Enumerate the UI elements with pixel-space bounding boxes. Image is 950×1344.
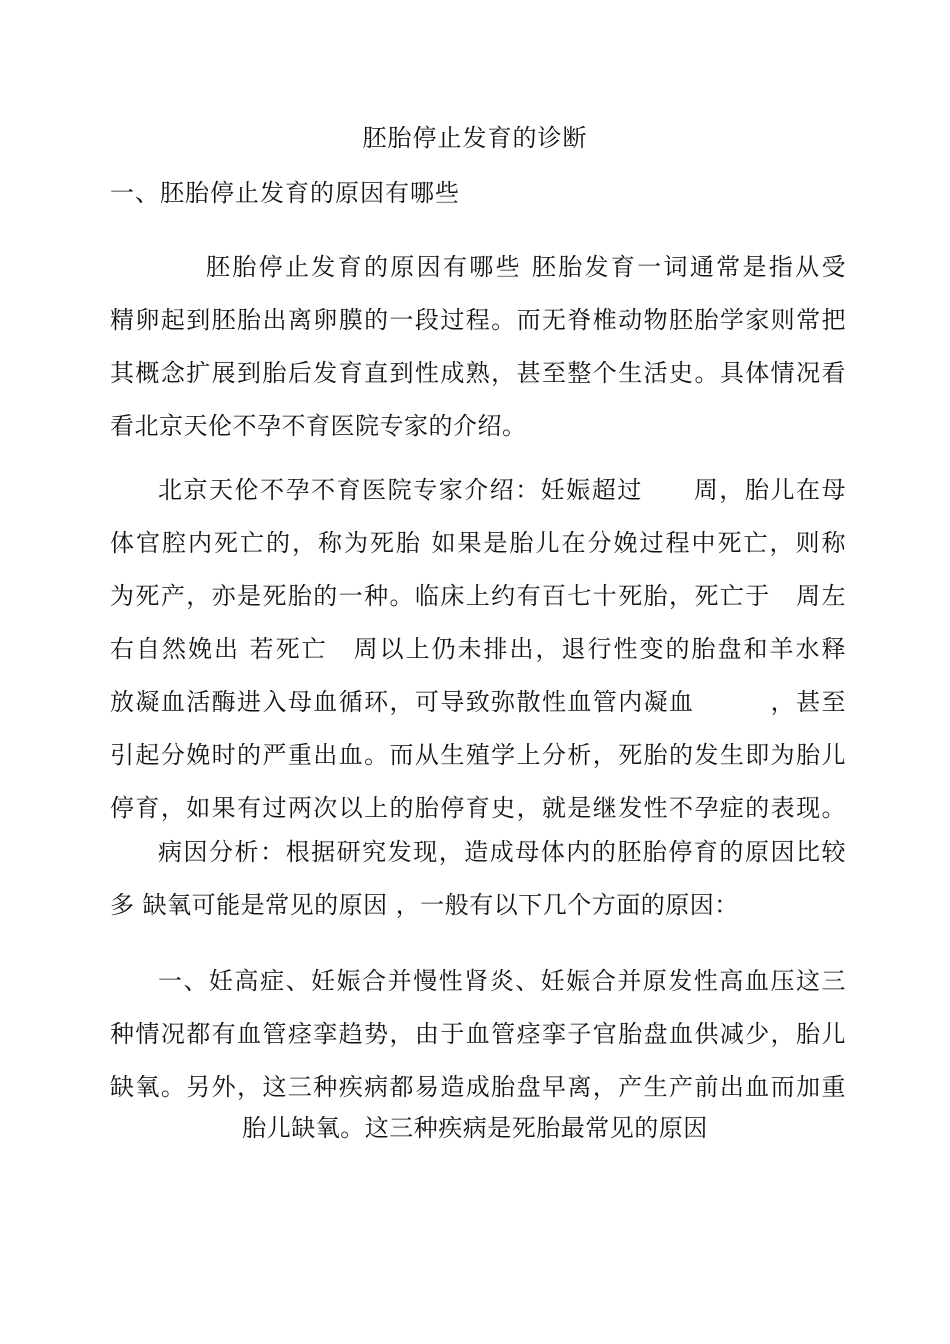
paragraph-line: 多 缺氧可能是常见的原因 ，一般有以下几个方面的原因： — [110, 891, 739, 919]
paragraph-line: 胚胎停止发育的原因有哪些 胚胎发育一词通常是指从受 — [206, 253, 846, 281]
paragraph-line: 一、妊高症、妊娠合并慢性肾炎、妊娠合并原发性高血压这三 — [158, 967, 846, 995]
section-heading: 一、胚胎停止发育的原因有哪些 — [110, 179, 460, 207]
paragraph-line: 精卵起到胚胎出离卵膜的一段过程。而无脊椎动物胚胎学家则常把 — [110, 306, 846, 334]
paragraph-line: 放凝血活酶进入母血循环，可导致弥散性血管内凝血 ，甚至 — [110, 688, 846, 716]
paragraph-line: 其概念扩展到胎后发育直到性成熟，甚至整个生活史。具体情况看 — [110, 359, 846, 387]
paragraph-intro — [110, 241, 846, 453]
document-title: 胚胎停止发育的诊断 — [362, 124, 588, 152]
paragraph-line: 为死产，亦是死胎的一种。临床上约有百七十死胎，死亡于 周左 — [110, 582, 846, 610]
paragraph-line: 停育，如果有过两次以上的胎停育史，就是继发性不孕症的表现。 — [110, 794, 846, 822]
paragraph-line-centered: 胎儿缺氧。这三种疾病是死胎最常见的原因 — [242, 1114, 708, 1142]
paragraph-line: 看北京天伦不孕不育医院专家的介绍。 — [110, 412, 527, 440]
paragraph-line: 北京天伦不孕不育医院专家介绍：妊娠超过 周，胎儿在母 — [158, 476, 846, 504]
paragraph-line: 种情况都有血管痉挛趋势，由于血管痉挛子官胎盘血供减少，胎儿 — [110, 1020, 846, 1048]
paragraph-line: 体官腔内死亡的，称为死胎 如果是胎儿在分娩过程中死亡，则称 — [110, 529, 846, 557]
paragraph-line: 引起分娩时的严重出血。而从生殖学上分析，死胎的发生即为胎儿 — [110, 741, 846, 769]
paragraph-expert — [110, 464, 846, 835]
paragraph-line: 缺氧。另外，这三种疾病都易造成胎盘早离，产生产前出血而加重 — [110, 1073, 846, 1101]
paragraph-line: 右自然娩出 若死亡 周以上仍未排出，退行性变的胎盘和羊水释 — [110, 635, 846, 663]
paragraph-cause-one — [110, 955, 846, 1114]
paragraph-line: 病因分析：根据研究发现，造成母体内的胚胎停育的原因比较 — [158, 838, 846, 866]
paragraph-cause-analysis — [110, 826, 846, 932]
